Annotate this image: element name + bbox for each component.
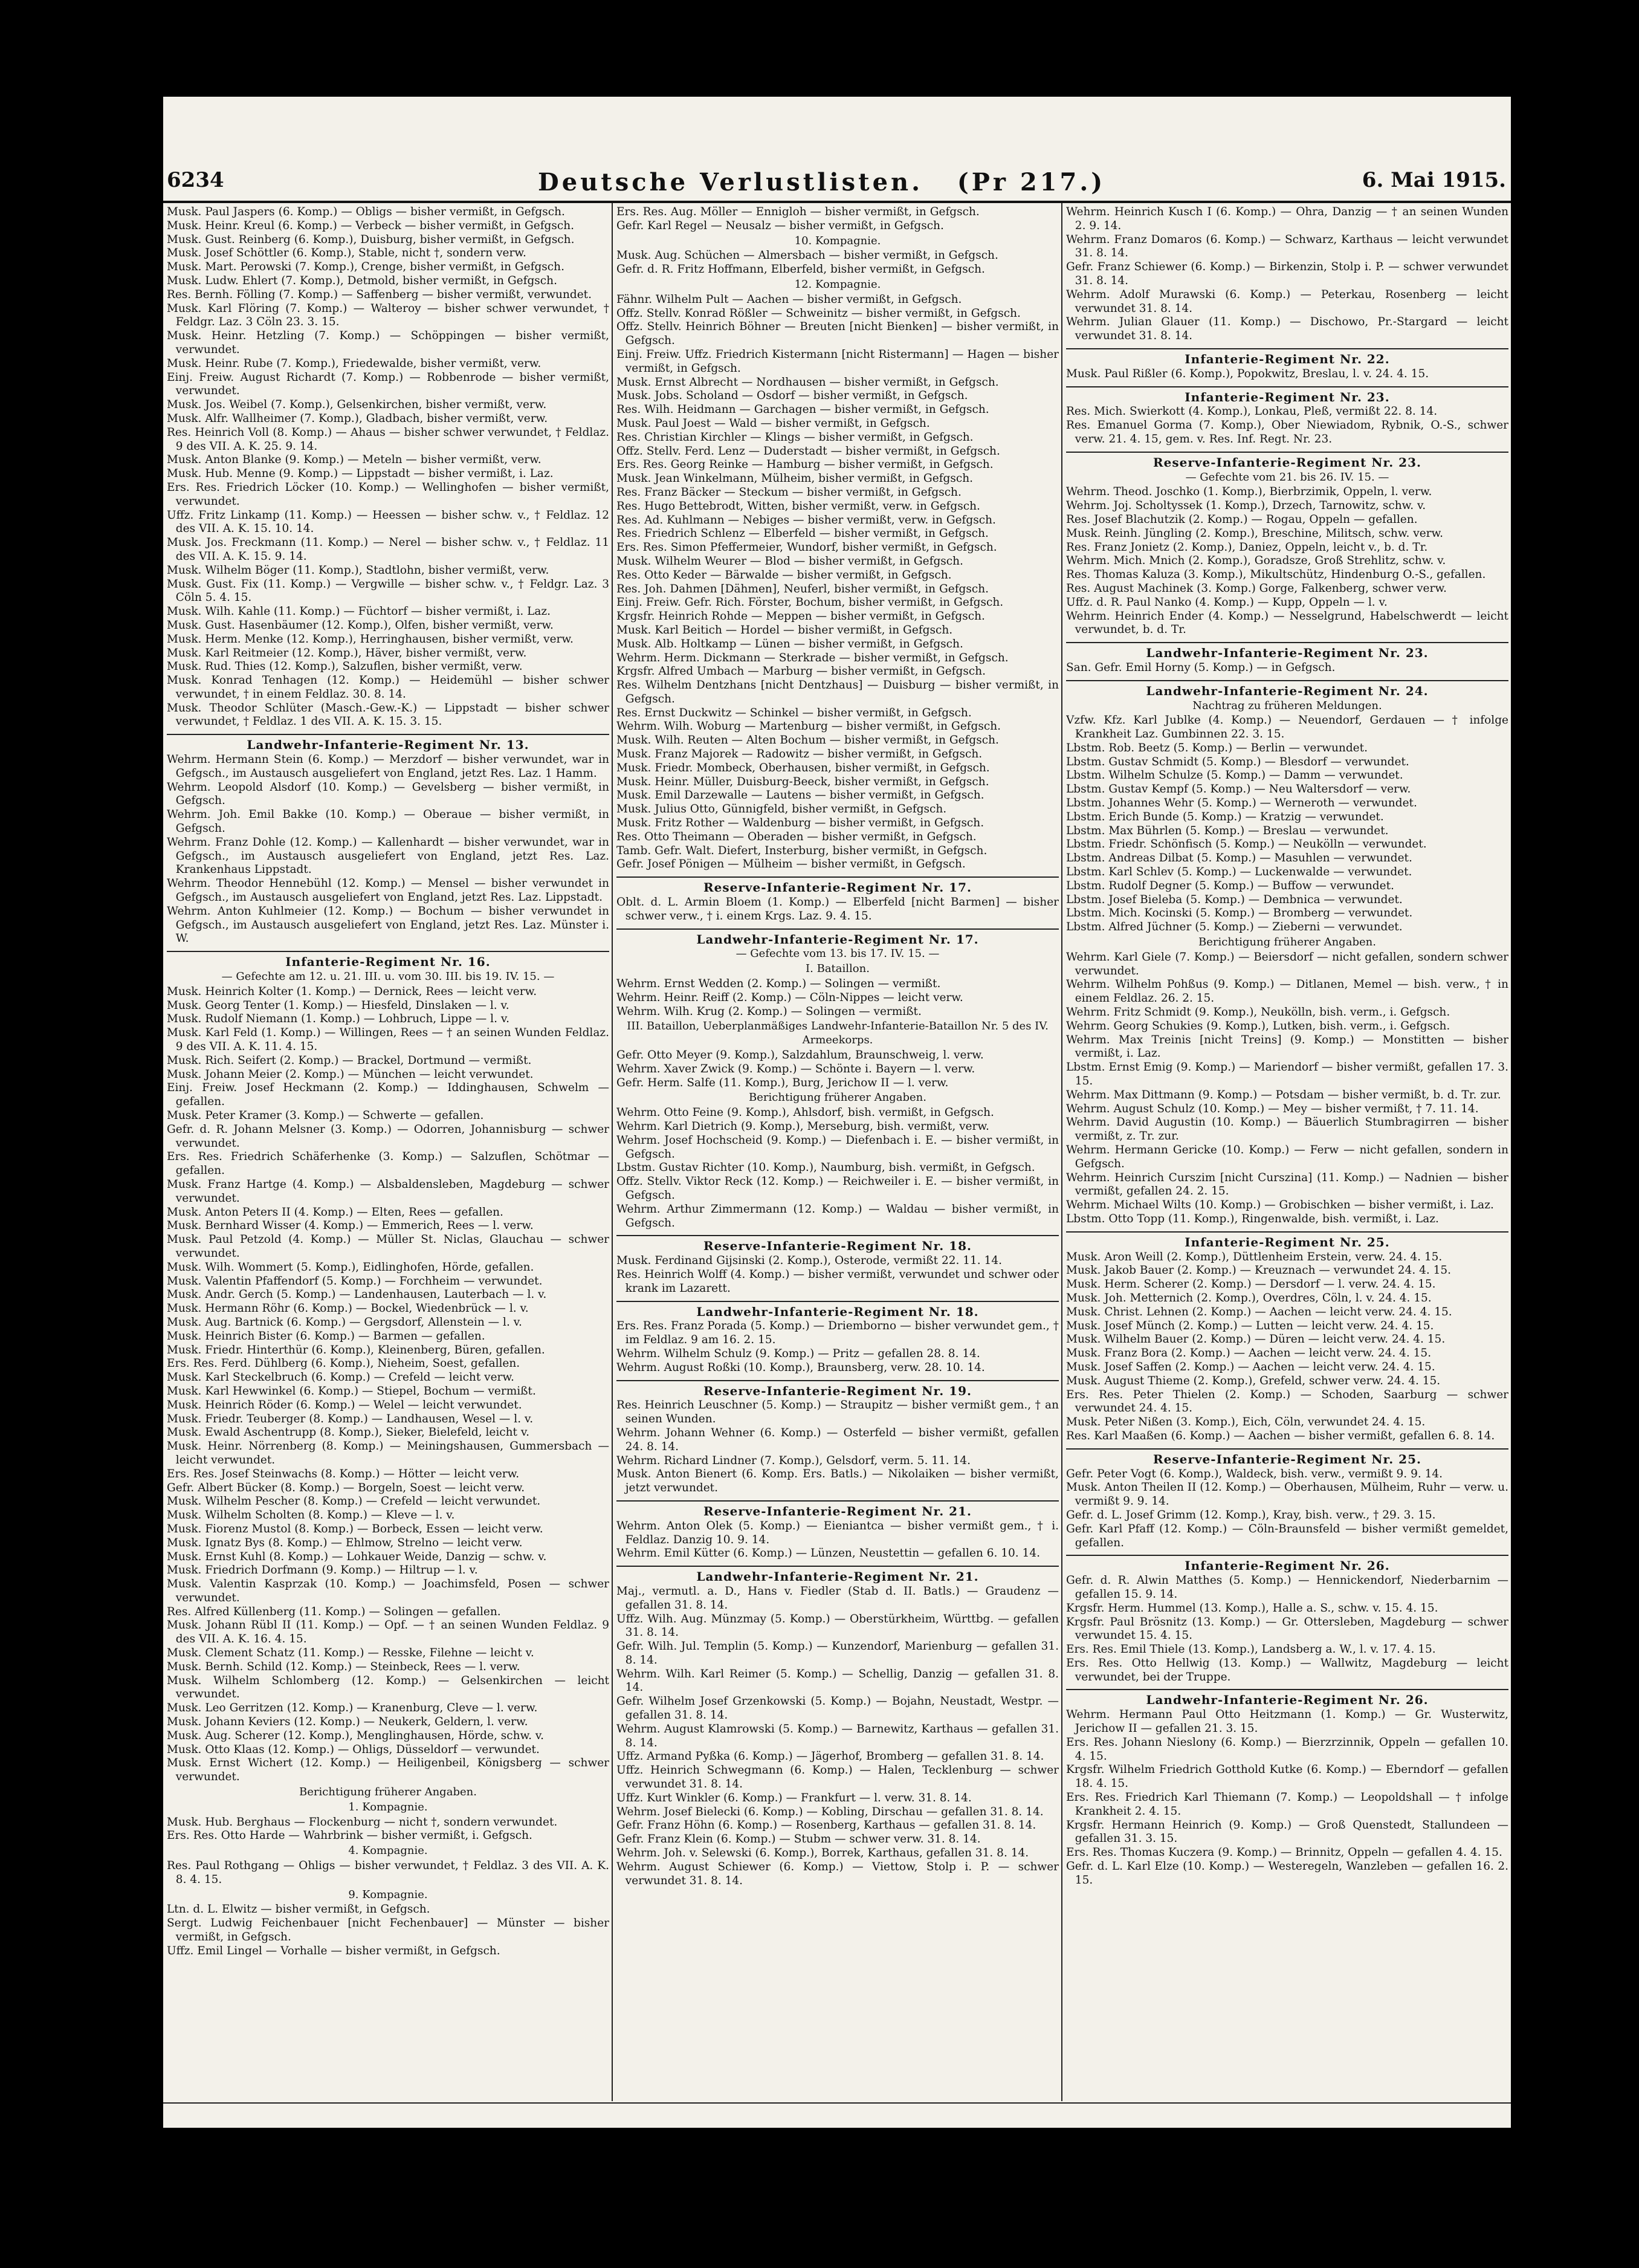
casualty-entry: Musk. Friedr. Teuberger (8. Komp.) — Landhausen, Wesel — l. v.: [167, 1412, 534, 1425]
casualty-entry: Musk. Ferdinand Gijsinski (2. Komp.), Osterode, vermißt 22. 11. 14.: [616, 1254, 1002, 1268]
casualty-entry: Ers. Res. Thomas Kuczera (9. Komp.) — Brinnitz, Oppeln — gefallen 4. 4. 15.: [1066, 1846, 1502, 1859]
casualty-entry: Res. August Machinek (3. Komp.) Gorge, Falkenberg, schwer verw.: [1066, 582, 1447, 595]
casualty-entry: Lbstm. Mich. Kocinski (5. Komp.) — Bromberg — verwundet.: [1066, 907, 1413, 920]
casualty-entry: Musk. Johann Meier (2. Komp.) — München — leicht verwundet.: [167, 1068, 534, 1081]
casualty-entry: Musk. Paul Rißler (6. Komp.), Popokwitz, Breslau, l. v. 24. 4. 15.: [1066, 367, 1429, 380]
casualty-entry: Musk. Josef Schöttler (6. Komp.), Stable, nicht †, sondern verw.: [167, 247, 526, 260]
casualty-entry: Wehrm. Theodor Hennebühl (12. Komp.) — Mensel — bisher verwundet in Gefgsch., im Austausch ausgeliefert von England, jetzt Res. Laz. Lippstadt.: [167, 877, 609, 904]
casualty-entry: Wehrm. August Schulz (10. Komp.) — Mey — bisher vermißt, † 7. 11. 14.: [1066, 1102, 1479, 1115]
casualty-entry: Gefr. Wilh. Jul. Templin (5. Komp.) — Kunzendorf, Marienburg — gefallen 31. 8. 14.: [616, 1640, 1059, 1667]
casualty-entry: Ers. Res. Emil Thiele (13. Komp.), Landsberg a. W., l. v. 17. 4. 15.: [1066, 1643, 1436, 1656]
casualty-entry: Musk. Rudolf Niemann (1. Komp.) — Lohbruch, Lippe — l. v.: [167, 1012, 509, 1026]
casualty-entry: Musk. Heinrich Röder (6. Komp.) — Welel — leicht verwundet.: [167, 1398, 522, 1411]
regiment-heading: Landwehr-Infanterie-Regiment Nr. 26.: [1066, 1689, 1508, 1707]
casualty-entry: Musk. Heinr. Nörrenberg (8. Komp.) — Meiningshausen, Gummersbach — leicht verwundet.: [167, 1440, 609, 1466]
casualty-entry: Musk. Karl Beitich — Hordel — bisher vermißt, in Gefgsch.: [616, 623, 953, 637]
casualty-entry: Krgsfr. Alfred Umbach — Marburg — bisher vermißt, in Gefgsch.: [616, 665, 986, 678]
casualty-entry: Wehrm. Hermann Stein (6. Komp.) — Merzdorf — bisher verwundet, war in Gefgsch., im Austausch ausgeliefert von England, jetzt Res. Laz. 1 Hamm.: [167, 753, 609, 780]
regiment-heading: Landwehr-Infanterie-Regiment Nr. 23.: [1066, 642, 1508, 660]
regiment-heading: Reserve-Infanterie-Regiment Nr. 21.: [616, 1500, 1059, 1518]
casualty-entry: Res. Wilh. Heidmann — Garchagen — bisher vermißt, in Gefgsch.: [616, 403, 989, 416]
casualty-entry: Lbstm. Gustav Kempf (5. Komp.) — Neu Waltersdorf — verw.: [1066, 783, 1411, 796]
casualty-entry: Wehrm. Karl Giele (7. Komp.) — Beiersdorf — nicht gefallen, sondern schwer verwundet.: [1066, 950, 1508, 977]
casualty-entry: Musk. Franz Majorek — Radowitz — bisher vermißt, in Gefgsch.: [616, 748, 983, 761]
section-subheading: 4. Kompagnie.: [348, 1844, 428, 1858]
casualty-entry: Lbstm. Wilhelm Schulze (5. Komp.) — Damm — verwundet.: [1066, 769, 1403, 782]
casualty-entry: Vzfw. Kfz. Karl Jublke (4. Komp.) — Neuendorf, Gerdauen — † infolge Krankheit Laz. Gumbinnen 22. 3. 15.: [1066, 714, 1508, 741]
casualty-entry: Krgsfr. Hermann Heinrich (9. Komp.) — Groß Quenstedt, Stallundeen — gefallen 31. 3. 15.: [1066, 1818, 1508, 1845]
casualty-entry: Lbstm. Ernst Emig (9. Komp.) — Mariendorf — bisher vermißt, gefallen 17. 3. 15.: [1066, 1061, 1508, 1088]
casualty-entry: Res. Alfred Küllenberg (11. Komp.) — Solingen — gefallen.: [167, 1605, 501, 1618]
casualty-entry: Gefr. Josef Pönigen — Mülheim — bisher vermißt, in Gefgsch.: [616, 858, 966, 871]
regiment-heading: Infanterie-Regiment Nr. 22.: [1066, 348, 1508, 366]
casualty-entry: Res. Karl Maaßen (6. Komp.) — Aachen — bisher vermißt, gefallen 6. 8. 14.: [1066, 1429, 1495, 1442]
regiment-heading: Reserve-Infanterie-Regiment Nr. 18.: [616, 1235, 1059, 1253]
casualty-entry: Res. Otto Keder — Bärwalde — bisher vermißt, in Gefgsch.: [616, 568, 952, 582]
casualty-entry: Musk. Theodor Schlüter (Masch.-Gew.-K.) — Lippstadt — bisher schwer verwundet, † Feldlaz. 1 des VII. A. K. 15. 3. 15.: [167, 701, 609, 728]
casualty-entry: Wehrm. Georg Schukies (9. Komp.), Lutken, bish. verm., i. Gefgsch.: [1066, 1019, 1450, 1032]
casualty-entry: Wehrm. Wilhelm Pohßus (9. Komp.) — Ditlanen, Memel — bish. verw., † in einem Feldlaz. 26. 2. 15.: [1066, 978, 1508, 1005]
casualty-entry: Res. Otto Theimann — Oberaden — bisher vermißt, in Gefgsch.: [616, 830, 977, 843]
casualty-entry: Musk. Alfr. Wallheimer (7. Komp.), Gladbach, bisher vermißt, verw.: [167, 412, 548, 425]
casualty-entry: Musk. Peter Kramer (3. Komp.) — Schwerte — gefallen.: [167, 1109, 484, 1122]
casualty-entry: Musk. Otto Klaas (12. Komp.) — Ohligs, Düsseldorf — verwundet.: [167, 1743, 540, 1756]
casualty-entry: Musk. Ernst Wichert (12. Komp.) — Heiligenbeil, Königsberg — schwer verwundet.: [167, 1757, 609, 1784]
casualty-entry: Musk. Reinh. Jüngling (2. Komp.), Breschine, Militsch, schw. verw.: [1066, 526, 1444, 540]
casualty-entry: Musk. Heinrich Bister (6. Komp.) — Barmen — gefallen.: [167, 1329, 485, 1343]
casualty-entry: Musk. Andr. Gerch (5. Komp.) — Landenhausen, Lauterbach — l. v.: [167, 1288, 547, 1301]
casualty-entry: Ers. Res. Friedrich Schäferhenke (3. Komp.) — Salzuflen, Schötmar — gefallen.: [167, 1150, 609, 1178]
casualty-entry: Musk. Rich. Seifert (2. Komp.) — Brackel, Dortmund — vermißt.: [167, 1054, 532, 1067]
casualty-entry: Musk. Paul Petzold (4. Komp.) — Müller St. Niclas, Glauchau — schwer verwundet.: [167, 1233, 609, 1260]
casualty-entry: Lbstm. Josef Bieleba (5. Komp.) — Dembnica — verwundet.: [1066, 893, 1403, 906]
column-left: [167, 206, 609, 2098]
casualty-entry: Uffz. Heinrich Schwegmann (6. Komp.) — Halen, Tecklenburg — schwer verwundet 31. 8. 14.: [616, 1764, 1059, 1791]
casualty-entry: Ers. Res. Otto Hellwig (13. Komp.) — Wallwitz, Magdeburg — leicht verwundet, bei der Truppe.: [1066, 1656, 1508, 1683]
regiment-heading: Infanterie-Regiment Nr. 26.: [1066, 1555, 1508, 1573]
casualty-entry: Musk. Franz Hartge (4. Komp.) — Alsbaldensleben, Magdeburg — schwer verwundet.: [167, 1178, 609, 1205]
casualty-entry: Wehrm. Karl Dietrich (9. Komp.), Merseburg, bish. vermißt, verw.: [616, 1120, 989, 1133]
casualty-entry: Wehrm. Arthur Zimmermann (12. Komp.) — Waldau — bisher vermißt, in Gefgsch.: [616, 1202, 1059, 1230]
casualty-entry: Wehrm. Heinrich Kusch I (6. Komp.) — Ohra, Danzig — † an seinen Wunden 2. 9. 14.: [1066, 206, 1508, 232]
casualty-entry: Wehrm. Wilh. Woburg — Martenburg — bisher vermißt, in Gefgsch.: [616, 720, 1001, 733]
casualty-entry: Gefr. d. R. Johann Melsner (3. Komp.) — Odorren, Johannisburg — schwer verwundet.: [167, 1123, 609, 1150]
casualty-entry: Gefr. d. L. Karl Elze (10. Komp.) — Westeregeln, Wanzleben — gefallen 16. 2. 15.: [1066, 1860, 1508, 1887]
casualty-entry: Wehrm. Herm. Dickmann — Sterkrade — bisher vermißt, in Gefgsch.: [616, 651, 1009, 664]
casualty-entry: Musk. Julius Otto, Günnigfeld, bisher vermißt, in Gefgsch.: [616, 803, 947, 816]
casualty-entry: Res. Christian Kirchler — Klings — bisher vermißt, in Gefgsch.: [616, 430, 974, 444]
casualty-entry: Wehrm. Adolf Murawski (6. Komp.) — Peterkau, Rosenberg — leicht verwundet 31. 8. 14.: [1066, 288, 1508, 315]
section-subheading: — Gefechte vom 13. bis 17. IV. 15. —: [735, 947, 940, 961]
casualty-entry: Musk. Jakob Bauer (2. Komp.) — Kreuznach — verwundet 24. 4. 15.: [1066, 1264, 1452, 1277]
casualty-entry: Musk. Heinr. Hetzling (7. Komp.) — Schöppingen — bisher vermißt, verwundet.: [167, 329, 609, 356]
regiment-heading: Reserve-Infanterie-Regiment Nr. 25.: [1066, 1448, 1508, 1466]
casualty-entry: Gefr. Albert Bücker (8. Komp.) — Borgeln, Soest — leicht verw.: [167, 1481, 525, 1494]
casualty-entry: Musk. Peter Nißen (3. Komp.), Eich, Cöln, verwundet 24. 4. 15.: [1066, 1416, 1426, 1429]
section-subheading: Berichtigung früherer Angaben.: [299, 1786, 477, 1799]
casualty-entry: Musk. Wilh. Kahle (11. Komp.) — Füchtorf — bisher vermißt, i. Laz.: [167, 605, 551, 618]
casualty-entry: Musk. Heinr. Müller, Duisburg-Beeck, bisher vermißt, in Gefgsch.: [616, 775, 989, 788]
casualty-entry: Uffz. Fritz Linkamp (11. Komp.) — Heessen — bisher schw. v., † Feldlaz. 12 des VII. A. K. 15. 10. 14.: [167, 508, 609, 536]
casualty-entry: Musk. Anton Theilen II (12. Komp.) — Oberhausen, Mülheim, Ruhr — verw. u. vermißt 9. 9. 14.: [1066, 1481, 1508, 1508]
section-subheading: I. Bataillon.: [806, 962, 870, 976]
regiment-heading: Infanterie-Regiment Nr. 25.: [1066, 1231, 1508, 1249]
casualty-entry: Musk. Wilhelm Böger (11. Komp.), Stadtlohn, bisher vermißt, verw.: [167, 563, 549, 577]
casualty-entry: Musk. Aug. Scherer (12. Komp.), Menglinghausen, Hörde, schw. v.: [167, 1729, 545, 1742]
casualty-entry: Wehrm. Josef Bielecki (6. Komp.) — Kobling, Dirschau — gefallen 31. 8. 14.: [616, 1805, 1044, 1818]
header-rule: [163, 201, 1511, 203]
casualty-entry: Lbstm. Rudolf Degner (5. Komp.) — Buffow — verwundet.: [1066, 879, 1394, 892]
casualty-entry: Musk. Paul Jaspers (6. Komp.) — Obligs — bisher vermißt, in Gefgsch.: [167, 206, 565, 218]
casualty-entry: Lbstm. Alfred Jüchner (5. Komp.) — Zieberni — verwundet.: [1066, 921, 1403, 934]
casualty-entry: Musk. Ludw. Ehlert (7. Komp.), Detmold, bisher vermißt, in Gefgsch.: [167, 274, 557, 287]
casualty-entry: Musk. Anton Blanke (9. Komp.) — Meteln — bisher vermißt, verw.: [167, 453, 541, 467]
running-head: [163, 168, 1511, 204]
section-subheading: — Gefechte am 12. u. 21. III. u. vom 30. III. bis 19. IV. 15. —: [221, 970, 555, 983]
casualty-entry: Wehrm. Leopold Alsdorf (10. Komp.) — Gevelsberg — bisher vermißt, in Gefgsch.: [167, 780, 609, 808]
casualty-entry: Res. Friedrich Schlenz — Elberfeld — bisher vermißt, in Gefgsch.: [616, 527, 989, 540]
casualty-entry: Res. Ernst Duckwitz — Schinkel — bisher vermißt, in Gefgsch.: [616, 706, 972, 719]
casualty-entry: Oblt. d. L. Armin Bloem (1. Komp.) — Elberfeld [nicht Barmen] — bisher schwer verw., † i. einem Krgs. Laz. 9. 4. 15.: [616, 896, 1059, 922]
casualty-entry: Wehrm. Hermann Gericke (10. Komp.) — Ferw — nicht gefallen, sondern in Gefgsch.: [1066, 1144, 1508, 1170]
casualty-entry: Lbstm. Johannes Wehr (5. Komp.) — Werneroth — verwundet.: [1066, 797, 1417, 810]
casualty-entry: Krgsfr. Paul Brösnitz (13. Komp.) — Gr. Ottersleben, Magdeburg — schwer verwundet 15. 4. 15.: [1066, 1615, 1508, 1642]
casualty-entry: Lbstm. Max Bührlen (5. Komp.) — Breslau — verwundet.: [1066, 824, 1389, 837]
regiment-heading: Landwehr-Infanterie-Regiment Nr. 13.: [167, 734, 609, 752]
casualty-entry: Krgsfr. Heinrich Rohde — Meppen — bisher vermißt, in Gefgsch.: [616, 610, 985, 623]
regiment-heading: Landwehr-Infanterie-Regiment Nr. 17.: [616, 928, 1059, 947]
casualty-entry: Gefr. Herm. Salfe (11. Komp.), Burg, Jerichow II — l. verw.: [616, 1076, 949, 1089]
casualty-entry: Musk. Wilhelm Schlomberg (12. Komp.) — Gelsenkirchen — leicht verwundet.: [167, 1674, 609, 1701]
casualty-entry: Musk. Karl Feld (1. Komp.) — Willingen, Rees — † an seinen Wunden Feldlaz. 9 des VII. A. K. 11. 4. 15.: [167, 1026, 609, 1054]
casualty-entry: Maj., vermutl. a. D., Hans v. Fiedler (Stab d. II. Batls.) — Graudenz — gefallen 31. 8. 14.: [616, 1584, 1059, 1612]
casualty-entry: Res. Mich. Swierkott (4. Komp.), Lonkau, Pleß, vermißt 22. 8. 14.: [1066, 405, 1438, 418]
casualty-entry: Musk. Hub. Berghaus — Flockenburg — nicht †, sondern verwundet.: [167, 1815, 558, 1829]
casualty-entry: Ers. Res. Johann Nieslony (6. Komp.) — Bierzrzinnik, Oppeln — gefallen 10. 4. 15.: [1066, 1735, 1508, 1763]
casualty-entry: Musk. Clement Schatz (11. Komp.) — Resske, Filehne — leicht v.: [167, 1647, 534, 1660]
casualty-entry: Musk. Heinr. Rube (7. Komp.), Friedewalde, bisher vermißt, verw.: [167, 357, 541, 370]
casualty-entry: Ers. Res. Josef Steinwachs (8. Komp.) — Hötter — leicht verw.: [167, 1467, 520, 1480]
casualty-entry: Ers. Res. Otto Harde — Wahrbrink — bisher vermißt, i. Gefgsch.: [167, 1829, 532, 1842]
casualty-entry: Gefr. Otto Meyer (9. Komp.), Salzdahlum, Braunschweig, l. verw.: [616, 1049, 984, 1062]
casualty-entry: Musk. Heinrich Kolter (1. Komp.) — Dernick, Rees — leicht verw.: [167, 985, 537, 998]
regiment-heading: Reserve-Infanterie-Regiment Nr. 17.: [616, 876, 1059, 895]
casualty-entry: Musk. Emil Darzewalle — Lautens — bisher vermißt, in Gefgsch.: [616, 789, 984, 802]
casualty-entry: Wehrm. Johann Wehner (6. Komp.) — Osterfeld — bisher vermißt, gefallen 24. 8. 14.: [616, 1426, 1059, 1453]
casualty-entry: Wehrm. Max Dittmann (9. Komp.) — Potsdam — bisher vermißt, b. d. Tr. zur.: [1066, 1088, 1501, 1101]
casualty-entry: Lbstm. Erich Bunde (5. Komp.) — Kratzig — verwundet.: [1066, 810, 1384, 823]
casualty-entry: Lbstm. Friedr. Schönfisch (5. Komp.) — Neukölln — verwundet.: [1066, 838, 1427, 851]
casualty-entry: Musk. Konrad Tenhagen (12. Komp.) — Heidemühl — bisher schwer verwundet, † in einem Feldlaz. 30. 8. 14.: [167, 674, 609, 701]
casualty-entry: Res. Ad. Kuhlmann — Nebiges — bisher vermißt, verw. in Gefgsch.: [616, 513, 996, 526]
casualty-entry: Sergt. Ludwig Feichenbauer [nicht Fechenbauer] — Münster — bisher vermißt, in Gefgsch.: [167, 1917, 609, 1944]
casualty-entry: Res. Joh. Dahmen [Dähmen], Neuferl, bisher vermißt, in Gefgsch.: [616, 582, 989, 595]
casualty-entry: Musk. Wilh. Reuten — Alten Bochum — bisher vermißt, in Gefgsch.: [616, 734, 999, 747]
casualty-entry: Musk. Valentin Pfaffendorf (5. Komp.) — Forchheim — verwundet.: [167, 1274, 543, 1288]
casualty-entry: Res. Heinrich Leuschner (5. Komp.) — Straupitz — bisher vermißt gem., † an seinen Wunden.: [616, 1399, 1059, 1426]
casualty-entry: Lbstm. Karl Schlev (5. Komp.) — Luckenwalde — verwundet.: [1066, 866, 1412, 879]
casualty-entry: Gefr. Wilhelm Josef Grzenkowski (5. Komp.) — Bojahn, Neustadt, Westpr. — gefallen 31. 8. 14.: [616, 1695, 1059, 1722]
casualty-entry: Wehrm. Hermann Paul Otto Heitzmann (1. Komp.) — Gr. Wusterwitz, Jerichow II — gefallen 21. 3. 15.: [1066, 1708, 1508, 1735]
casualty-entry: Gefr. Karl Pfaff (12. Komp.) — Cöln-Braunsfeld — bisher vermißt gemeldet, gefallen.: [1066, 1522, 1508, 1549]
casualty-entry: Wehrm. Emil Kütter (6. Komp.) — Lünzen, Neustettin — gefallen 6. 10. 14.: [616, 1547, 1040, 1560]
casualty-entry: Musk. Gust. Hasenbäumer (12. Komp.), Olfen, bisher vermißt, verw.: [167, 618, 554, 632]
casualty-entry: Res. Heinrich Wolff (4. Komp.) — bisher vermißt, verwundet und schwer oder krank im Lazarett.: [616, 1268, 1059, 1295]
casualty-entry: Musk. Joh. Metternich (2. Komp.), Overdres, Cöln, l. v. 24. 4. 15.: [1066, 1291, 1432, 1304]
casualty-entry: San. Gefr. Emil Horny (5. Komp.) — in Gefgsch.: [1066, 661, 1336, 674]
section-subheading: 10. Kompagnie.: [794, 234, 881, 247]
casualty-entry: Wehrm. Wilh. Krug (2. Komp.) — Solingen — vermißt.: [616, 1005, 922, 1018]
regiment-heading: Infanterie-Regiment Nr. 16.: [167, 951, 609, 969]
casualty-entry: Lbstm. Rob. Beetz (5. Komp.) — Berlin — verwundet.: [1066, 741, 1368, 754]
casualty-entry: Musk. Wilhelm Scholten (8. Komp.) — Kleve — l. v.: [167, 1509, 455, 1522]
casualty-entry: Gefr. Peter Vogt (6. Komp.), Waldeck, bish. verw., vermißt 9. 9. 14.: [1066, 1467, 1443, 1480]
casualty-entry: Wehrm. Ernst Wedden (2. Komp.) — Solingen — vermißt.: [616, 977, 941, 991]
casualty-entry: Wehrm. Richard Lindner (7. Komp.), Gelsdorf, verm. 5. 11. 14.: [616, 1454, 971, 1467]
casualty-entry: Musk. Bernh. Schild (12. Komp.) — Steinbeck, Rees — l. verw.: [167, 1660, 520, 1673]
casualty-entry: Gefr. d. R. Alwin Matthes (5. Komp.) — Hennickendorf, Niederbarnim — gefallen 15. 9. 14.: [1066, 1574, 1508, 1601]
section-subheading: Berichtigung früherer Angaben.: [749, 1091, 926, 1104]
casualty-entry: Wehrm. Anton Kuhlmeier (12. Komp.) — Bochum — bisher verwundet in Gefgsch., im Austausch ausgeliefert von England, jetzt Res. Laz. Münster i. W.: [167, 904, 609, 945]
casualty-entry: Res. Heinrich Voll (8. Komp.) — Ahaus — bisher schwer verwundet, † Feldlaz. 9 des VII. A. K. 25. 9. 14.: [167, 426, 609, 453]
casualty-entry: Res. Josef Blachutzik (2. Komp.) — Rogau, Oppeln — gefallen.: [1066, 513, 1418, 526]
casualty-entry: Uffz. Armand Pyßka (6. Komp.) — Jägerhof, Bromberg — gefallen 31. 8. 14.: [616, 1750, 1044, 1763]
casualty-entry: Musk. Fritz Rother — Waldenburg — bisher vermißt, in Gefgsch.: [616, 817, 984, 830]
casualty-entry: Einj. Freiw. August Richardt (7. Komp.) — Robbenrode — bisher vermißt, verwundet.: [167, 371, 609, 398]
casualty-entry: Ers. Res. Georg Reinke — Hamburg — bisher vermißt, in Gefgsch.: [616, 458, 994, 471]
casualty-entry: Musk. Bernhard Wisser (4. Komp.) — Emmerich, Rees — l. verw.: [167, 1219, 534, 1233]
casualty-entry: Musk. Fiorenz Mustol (8. Komp.) — Borbeck, Essen — leicht verw.: [167, 1522, 543, 1535]
casualty-entry: Musk. Wilhelm Weurer — Blod — bisher vermißt, in Gefgsch.: [616, 554, 963, 568]
casualty-entry: Uffz. Kurt Winkler (6. Komp.) — Frankfurt — l. verw. 31. 8. 14.: [616, 1791, 972, 1804]
casualty-entry: Musk. Johann Keviers (12. Komp.) — Neukerk, Geldern, l. verw.: [167, 1716, 528, 1729]
casualty-entry: Musk. Jean Winkelmann, Mülheim, bisher vermißt, in Gefgsch.: [616, 472, 974, 485]
casualty-entry: Wehrm. Joj. Scholtyssek (1. Komp.), Drzech, Tarnowitz, schw. v.: [1066, 499, 1426, 513]
casualty-entry: Einj. Freiw. Uffz. Friedrich Kistermann [nicht Ristermann] — Hagen — bisher vermißt, in Gefgsch.: [616, 348, 1059, 375]
casualty-entry: Wehrm. Mich. Mnich (2. Komp.), Goradsze, Groß Strehlitz, schw. v.: [1066, 554, 1446, 568]
casualty-entry: Offz. Stellv. Viktor Reck (12. Komp.) — Reichweiler i. E. — bisher vermißt, in Gefgsch.: [616, 1175, 1059, 1202]
regiment-heading: Infanterie-Regiment Nr. 23.: [1066, 386, 1508, 404]
casualty-entry: Wehrm. Heinrich Curszim [nicht Curszina] (11. Komp.) — Nadnien — bisher vermißt, gefallen 24. 2. 15.: [1066, 1171, 1508, 1198]
casualty-entry: Musk. Christ. Lehnen (2. Komp.) — Aachen — leicht verw. 24. 4. 15.: [1066, 1305, 1452, 1318]
casualty-entry: Musk. Anton Bienert (6. Komp. Ers. Batls.) — Nikolaiken — bisher vermißt, jetzt verwundet.: [616, 1468, 1059, 1495]
casualty-entry: Wehrm. Heinr. Reiff (2. Komp.) — Cöln-Nippes — leicht verw.: [616, 991, 963, 1004]
casualty-entry: Ers. Res. Friedrich Löcker (10. Komp.) — Wellinghofen — bisher vermißt, verwundet.: [167, 481, 609, 508]
casualty-entry: Musk. Karl Hewwinkel (6. Komp.) — Stiepel, Bochum — vermißt.: [167, 1384, 536, 1398]
casualty-entry: Musk. Hub. Menne (9. Komp.) — Lippstadt — bisher vermißt, i. Laz.: [167, 467, 554, 481]
casualty-entry: Musk. Ernst Kuhl (8. Komp.) — Lohkauer Weide, Danzig — schw. v.: [167, 1550, 547, 1563]
casualty-entry: Ers. Res. Simon Pfeffermeier, Wundorf, bisher vermißt, in Gefgsch.: [616, 541, 997, 554]
casualty-entry: Musk. Jos. Weibel (7. Komp.), Gelsenkirchen, bisher vermißt, verw.: [167, 398, 547, 412]
casualty-entry: Gefr. d. L. Josef Grimm (12. Komp.), Kray, bish. verw., † 29. 3. 15.: [1066, 1508, 1436, 1521]
section-subheading: 12. Kompagnie.: [794, 277, 881, 291]
casualty-entry: Musk. Gust. Fix (11. Komp.) — Vergwille — bisher schw. v., † Feldgr. Laz. 3 Cöln 5. 4. 15.: [167, 577, 609, 604]
casualty-entry: Wehrm. David Augustin (10. Komp.) — Bäuerlich Stumbragirren — bisher vermißt, z. Tr. zur.: [1066, 1116, 1508, 1143]
casualty-entry: Fähnr. Wilhelm Pult — Aachen — bisher vermißt, in Gefgsch.: [616, 293, 962, 306]
casualty-entry: Musk. Rud. Thies (12. Komp.), Salzuflen, bisher vermißt, verw.: [167, 660, 523, 673]
casualty-entry: Musk. Wilhelm Pescher (8. Komp.) — Crefeld — leicht verwundet.: [167, 1495, 541, 1508]
casualty-entry: Krgsfr. Herm. Hummel (13. Komp.), Halle a. S., schw. v. 15. 4. 15.: [1066, 1601, 1438, 1615]
casualty-entry: Einj. Freiw. Josef Heckmann (2. Komp.) — Iddinghausen, Schwelm — gefallen.: [167, 1081, 609, 1109]
casualty-entry: Res. Hugo Bettebrodt, Witten, bisher vermißt, verw. in Gefgsch.: [616, 499, 980, 513]
casualty-entry: Musk. Jos. Freckmann (11. Komp.) — Nerel — bisher schw. v., † Feldlaz. 11 des VII. A. K. 15. 9. 14.: [167, 536, 609, 563]
casualty-entry: Wehrm. Franz Dohle (12. Komp.) — Kallenhardt — bisher verwundet, war in Gefgsch., im Austausch ausgeliefert von England, jetzt Res. Laz. Krankenhaus Lippstadt.: [167, 835, 609, 876]
casualty-entry: Offz. Stellv. Ferd. Lenz — Duderstadt — bisher vermißt, in Gefgsch.: [616, 444, 1000, 458]
casualty-entry: Wehrm. Xaver Zwick (9. Komp.) — Schönte i. Bayern — l. verw.: [616, 1062, 975, 1075]
casualty-entry: Musk. Heinr. Kreul (6. Komp.) — Verbeck — bisher vermißt, in Gefgsch.: [167, 219, 575, 232]
casualty-entry: Musk. Paul Joest — Wald — bisher vermißt, in Gefgsch.: [616, 416, 930, 430]
casualty-entry: Musk. Josef Saffen (2. Komp.) — Aachen — leicht verw. 24. 4. 15.: [1066, 1360, 1435, 1373]
casualty-entry: Musk. Karl Steckelbruch (6. Komp.) — Crefeld — leicht verw.: [167, 1371, 514, 1384]
casualty-entry: Wehrm. August Klamrowski (5. Komp.) — Barnewitz, Karthaus — gefallen 31. 8. 14.: [616, 1722, 1059, 1749]
casualty-entry: Musk. August Thieme (2. Komp.), Grefeld, schwer verw. 24. 4. 15.: [1066, 1374, 1441, 1387]
regiment-heading: Reserve-Infanterie-Regiment Nr. 19.: [616, 1380, 1059, 1398]
section-subheading: III. Bataillon, Ueberplanmäßiges Landwehr-Infanterie-Bataillon Nr. 5 des IV. Armeekorps.: [627, 1020, 1049, 1047]
casualty-entry: Musk. Herm. Menke (12. Komp.), Herringhausen, bisher vermißt, verw.: [167, 632, 574, 646]
section-subheading: — Gefechte vom 21. bis 26. IV. 15. —: [1185, 470, 1389, 484]
casualty-entry: Musk. Georg Tenter (1. Komp.) — Hiesfeld, Dinslaken — l. v.: [167, 999, 509, 1012]
column-rule: [1061, 203, 1062, 2101]
casualty-entry: Ltn. d. L. Elwitz — bisher vermißt, in Gefgsch.: [167, 1903, 430, 1916]
section-subheading: 1. Kompagnie.: [348, 1800, 428, 1813]
casualty-entry: Res. Franz Jonietz (2. Komp.), Daniez, Oppeln, leicht v., b. d. Tr.: [1066, 540, 1428, 554]
regiment-heading: Reserve-Infanterie-Regiment Nr. 23.: [1066, 452, 1508, 470]
casualty-entry: Musk. Ewald Aschentrupp (8. Komp.), Sieker, Bielefeld, leicht v.: [167, 1426, 529, 1439]
regiment-heading: Landwehr-Infanterie-Regiment Nr. 24.: [1066, 680, 1508, 698]
casualty-entry: Lbstm. Andreas Dilbat (5. Komp.) — Masuhlen — verwundet.: [1066, 852, 1412, 865]
casualty-entry: Musk. Aron Weill (2. Komp.), Düttlenheim Erstein, verw. 24. 4. 15.: [1066, 1250, 1443, 1263]
casualty-entry: Wehrm. Julian Glauer (11. Komp.) — Dischowo, Pr.-Stargard — leicht verwundet 31. 8. 14.: [1066, 316, 1508, 343]
casualty-entry: Res. Thomas Kaluza (3. Komp.), Mikultschütz, Hindenburg O.-S., gefallen.: [1066, 568, 1486, 582]
casualty-entry: Gefr. Franz Schiewer (6. Komp.) — Birkenzin, Stolp i. P. — schwer verwundet 31. 8. 14.: [1066, 261, 1508, 287]
issue-number: (Pr 217.): [957, 168, 1106, 196]
casualty-entry: Res. Franz Bäcker — Steckum — bisher vermißt, in Gefgsch.: [616, 485, 962, 499]
casualty-entry: Gefr. Karl Regel — Neusalz — bisher vermißt, in Gefgsch.: [616, 219, 944, 232]
casualty-entry: Musk. Aug. Schüchen — Almersbach — bisher vermißt, in Gefgsch.: [616, 249, 998, 262]
casualty-entry: Ers. Res. Peter Thielen (2. Komp.) — Schoden, Saarburg — schwer verwundet 24. 4. 15.: [1066, 1388, 1508, 1415]
casualty-entry: Wehrm. Franz Domaros (6. Komp.) — Schwarz, Karthaus — leicht verwundet 31. 8. 14.: [1066, 233, 1508, 260]
casualty-entry: Musk. Valentin Kasprzak (10. Komp.) — Joachimsfeld, Posen — schwer verwundet.: [167, 1578, 609, 1604]
issue-date: 6. Mai 1915.: [1362, 168, 1506, 192]
casualty-entry: Res. Wilhelm Dentzhans [nicht Dentzhaus] — Duisburg — bisher vermißt, in Gefgsch.: [616, 679, 1059, 705]
casualty-entry: Musk. Herm. Scherer (2. Komp.) — Dersdorf — l. verw. 24. 4. 15.: [1066, 1278, 1436, 1291]
title-text: Deutsche Verlustlisten.: [538, 168, 923, 196]
casualty-entry: Krgsfr. Wilhelm Friedrich Gotthold Kutke (6. Komp.) — Eberndorf — gefallen 18. 4. 15.: [1066, 1763, 1508, 1790]
casualty-entry: Wehrm. Otto Feine (9. Komp.), Ahlsdorf, bish. vermißt, in Gefgsch.: [616, 1106, 994, 1119]
page-number: 6234: [167, 168, 224, 192]
casualty-entry: Lbstm. Otto Topp (11. Komp.), Ringenwalde, bish. vermißt, i. Laz.: [1066, 1212, 1439, 1225]
casualty-entry: Musk. Anton Peters II (4. Komp.) — Elten, Rees — gefallen.: [167, 1205, 503, 1219]
casualty-entry: Musk. Johann Rübl II (11. Komp.) — Opf. — † an seinen Wunden Feldlaz. 9 des VII. A. K. 16. 4. 15.: [167, 1619, 609, 1646]
casualty-entry: Musk. Jobs. Scholand — Osdorf — bisher vermißt, in Gefgsch.: [616, 389, 968, 403]
regiment-heading: Landwehr-Infanterie-Regiment Nr. 18.: [616, 1301, 1059, 1319]
casualty-entry: Gefr. Franz Klein (6. Komp.) — Stubm — schwer verw. 31. 8. 14.: [616, 1833, 981, 1846]
casualty-entry: Musk. Karl Flöring (7. Komp.) — Walteroy — bisher schwer verwundet, † Feldgr. Laz. 3 Cöln 23. 3. 15.: [167, 302, 609, 329]
casualty-entry: Uffz. d. R. Paul Nanko (4. Komp.) — Kupp, Oppeln — l. v.: [1066, 595, 1388, 609]
casualty-entry: Ers. Res. Aug. Möller — Ennigloh — bisher vermißt, in Gefgsch.: [616, 206, 980, 218]
casualty-entry: Wehrm. August Roßki (10. Komp.), Braunsberg, verw. 28. 10. 14.: [616, 1361, 985, 1374]
casualty-entry: Res. Bernh. Fölling (7. Komp.) — Saffenberg — bisher vermißt, verwundet.: [167, 288, 592, 301]
column-right: [1066, 206, 1508, 2098]
casualty-entry: Wehrm. Theod. Joschko (1. Komp.), Bierbrzimik, Oppeln, l. verw.: [1066, 485, 1432, 499]
casualty-entry: Musk. Alb. Holtkamp — Lünen — bisher vermißt, in Gefgsch.: [616, 637, 963, 650]
casualty-entry: Wehrm. Joh. v. Selewski (6. Komp.), Borrek, Karthaus, gefallen 31. 8. 14.: [616, 1847, 1029, 1860]
casualty-entry: Gefr. Franz Höhn (6. Komp.) — Rosenberg, Karthaus — gefallen 31. 8. 14.: [616, 1819, 1036, 1832]
casualty-entry: Wehrm. Max Treinis [nicht Treins] (9. Komp.) — Monstitten — bisher vermißt, i. Laz.: [1066, 1033, 1508, 1060]
casualty-entry: Musk. Friedr. Mombeck, Oberhausen, bisher vermißt, in Gefgsch.: [616, 761, 990, 774]
section-subheading: Berichtigung früherer Angaben.: [1198, 936, 1376, 949]
casualty-entry: Wehrm. Wilh. Karl Reimer (5. Komp.) — Schellig, Danzig — gefallen 31. 8. 14.: [616, 1667, 1059, 1694]
casualty-entry: Musk. Hermann Röhr (6. Komp.) — Bockel, Wiedenbrück — l. v.: [167, 1302, 529, 1315]
footer-rule: [163, 2102, 1511, 2104]
casualty-entry: Res. Paul Rothgang — Ohligs — bisher verwundet, † Feldlaz. 3 des VII. A. K. 8. 4. 15.: [167, 1859, 609, 1886]
casualty-entry: Musk. Friedrich Dorfmann (9. Komp.) — Hiltrup — l. v.: [167, 1564, 478, 1577]
casualty-entry: Musk. Mart. Perowski (7. Komp.), Crenge, bisher vermißt, in Gefgsch.: [167, 261, 564, 274]
column-middle: [616, 206, 1059, 2098]
section-subheading: Nachtrag zu früheren Meldungen.: [1192, 699, 1382, 712]
casualty-entry: Musk. Franz Bora (2. Komp.) — Aachen — leicht verw. 24. 4. 15.: [1066, 1347, 1432, 1360]
casualty-entry: Ers. Res. Friedrich Karl Thiemann (7. Komp.) — Leopoldshall — † infolge Krankheit 2. 4. 15.: [1066, 1791, 1508, 1818]
casualty-entry: Einj. Freiw. Gefr. Rich. Förster, Bochum, bisher vermißt, in Gefgsch.: [616, 596, 1004, 609]
casualty-entry: Ers. Res. Ferd. Dühlberg (6. Komp.), Nieheim, Soest, gefallen.: [167, 1357, 520, 1370]
casualty-entry: Wehrm. Fritz Schmidt (9. Komp.), Neukölln, bish. verm., i. Gefgsch.: [1066, 1006, 1450, 1019]
casualty-entry: Gefr. d. R. Fritz Hoffmann, Elberfeld, bisher vermißt, in Gefgsch.: [616, 263, 985, 276]
casualty-entry: Musk. Wilh. Wommert (5. Komp.), Eidlinghofen, Hörde, gefallen.: [167, 1260, 534, 1274]
casualty-entry: Tamb. Gefr. Walt. Diefert, Insterburg, bisher vermißt, in Gefgsch.: [616, 844, 988, 857]
regiment-heading: Landwehr-Infanterie-Regiment Nr. 21.: [616, 1566, 1059, 1584]
casualty-entry: Musk. Wilhelm Bauer (2. Komp.) — Düren — leicht verw. 24. 4. 15.: [1066, 1333, 1446, 1346]
publication-title: [538, 168, 1105, 196]
casualty-entry: Musk. Leo Gerritzen (12. Komp.) — Kranenburg, Cleve — l. verw.: [167, 1702, 538, 1715]
casualty-entry: Musk. Friedr. Hinterthür (6. Komp.), Kleinenberg, Büren, gefallen.: [167, 1343, 545, 1356]
casualty-entry: Wehrm. Wilhelm Schulz (9. Komp.) — Pritz — gefallen 28. 8. 14.: [616, 1347, 980, 1360]
casualty-entry: Wehrm. Josef Hochscheid (9. Komp.) — Diefenbach i. E. — bisher vermißt, in Gefgsch.: [616, 1133, 1059, 1161]
casualty-entry: Offz. Stellv. Heinrich Böhner — Breuten [nicht Bienken] — bisher vermißt, in Gefgsch.: [616, 320, 1059, 348]
casualty-entry: Wehrm. Heinrich Ender (4. Komp.) — Nesselgrund, Habelschwerdt — leicht verwundet, b. d. Tr.: [1066, 609, 1508, 637]
casualty-entry: Res. Emanuel Gorma (7. Komp.), Ober Niewiadom, Rybnik, O.-S., schwer verw. 21. 4. 15, gem. v. Res. Inf. Regt. Nr. 23.: [1066, 419, 1508, 446]
section-subheading: 9. Kompagnie.: [348, 1888, 428, 1901]
casualty-entry: Lbstm. Gustav Schmidt (5. Komp.) — Blesdorf — verwundet.: [1066, 755, 1409, 768]
casualty-entry: Wehrm. August Schiewer (6. Komp.) — Viettow, Stolp i. P. — schwer verwundet 31. 8. 14.: [616, 1860, 1059, 1887]
casualty-entry: Wehrm. Anton Olek (5. Komp.) — Eieniantca — bisher vermißt gem., † i. Feldlaz. Danzig 10. 9. 14.: [616, 1519, 1059, 1546]
casualty-entry: Musk. Ernst Albrecht — Nordhausen — bisher vermißt, in Gefgsch.: [616, 375, 999, 389]
casualty-entry: Musk. Aug. Bartnick (6. Komp.) — Gergsdorf, Allenstein — l. v.: [167, 1315, 522, 1329]
casualty-entry: Lbstm. Gustav Richter (10. Komp.), Naumburg, bish. vermißt, in Gefgsch.: [616, 1161, 1035, 1174]
column-rule: [612, 203, 613, 2101]
casualty-entry: Wehrm. Michael Wilts (10. Komp.) — Grobischken — bisher vermißt, i. Laz.: [1066, 1199, 1494, 1212]
casualty-entry: Musk. Ignatz Bys (8. Komp.) — Ehlmow, Strelno — leicht verw.: [167, 1536, 523, 1549]
casualty-entry: Musk. Josef Münch (2. Komp.) — Lutten — leicht verw. 24. 4. 15.: [1066, 1319, 1434, 1332]
casualty-entry: Ers. Res. Franz Porada (5. Komp.) — Driemborno — bisher verwundet gem., † im Feldlaz. 9 am 16. 2. 15.: [616, 1320, 1059, 1347]
casualty-entry: Musk. Karl Reitmeier (12. Komp.), Häver, bisher vermißt, verw.: [167, 646, 527, 659]
newspaper-page: [163, 97, 1511, 2128]
casualty-entry: Uffz. Emil Lingel — Vorhalle — bisher vermißt, in Gefgsch.: [167, 1944, 500, 1957]
casualty-entry: Wehrm. Joh. Emil Bakke (10. Komp.) — Oberaue — bisher vermißt, in Gefgsch.: [167, 808, 609, 835]
casualty-entry: Offz. Stellv. Konrad Rößler — Schweinitz — bisher vermißt, in Gefgsch.: [616, 306, 1021, 320]
casualty-entry: Musk. Gust. Reinberg (6. Komp.), Duisburg, bisher vermißt, in Gefgsch.: [167, 233, 575, 246]
casualty-entry: Uffz. Wilh. Aug. Münzmay (5. Komp.) — Oberstürkheim, Württbg. — gefallen 31. 8. 14.: [616, 1612, 1059, 1639]
